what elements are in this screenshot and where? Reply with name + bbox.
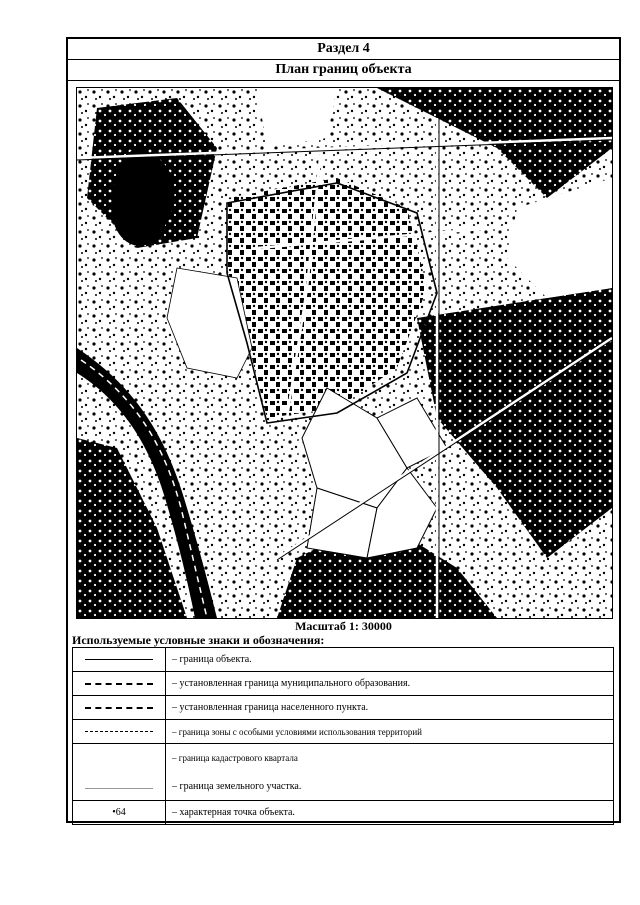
legend-table [72,647,614,825]
legend-title: Используемые условные знаки и обозначения: [72,633,325,647]
legend-row [73,720,614,744]
legend-row [73,672,614,696]
legend-symbol-dotted [73,720,166,744]
legend-symbol-dash-dot [73,696,166,720]
legend-symbol-solid [73,648,166,672]
legend-row [73,648,614,672]
legend-row [73,696,614,720]
legend-text: – граница кадастрового квартала [166,744,614,773]
legend-text: – установленная граница муниципального образования. [166,672,614,696]
legend-symbol-point: •64 [73,801,166,825]
legend-row [73,744,614,773]
legend-text: – граница зоны с особыми условиями использования территорий [166,720,614,744]
document-frame [66,37,621,823]
map-scale-label: Масштаб 1: 30000 [295,619,392,633]
section-heading: Раздел 4 [68,39,619,60]
legend-symbol-dash-dot [73,672,166,696]
legend-text: – граница объекта. [166,648,614,672]
legend-text: – установленная граница населенного пункта. [166,696,614,720]
legend-text: – характерная точка объекта. [166,801,614,825]
legend-text: – граница земельного участка. [166,772,614,801]
legend-row [73,801,614,825]
aerial-map [76,87,613,619]
page-title: План границ объекта [68,60,619,81]
legend-symbol-thin [73,744,166,801]
map-image [77,88,612,618]
